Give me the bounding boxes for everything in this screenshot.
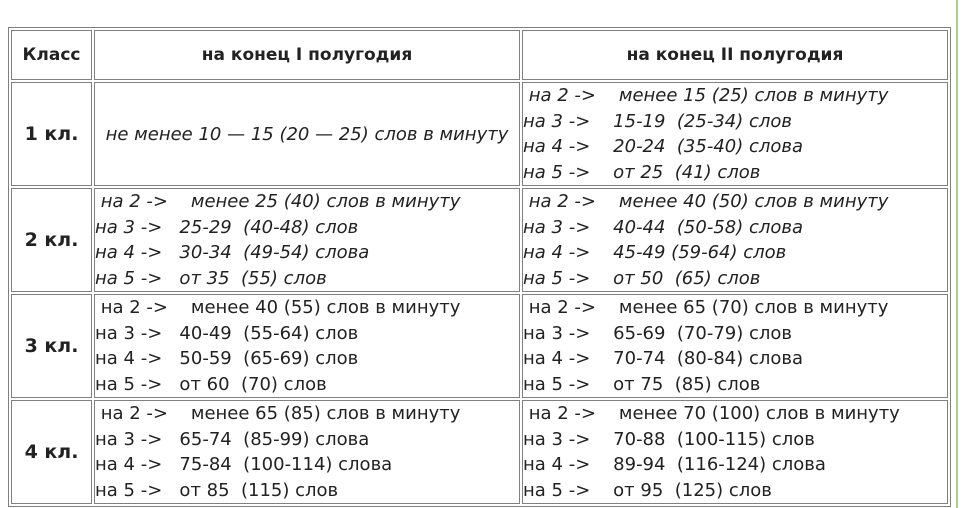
norm-line: на 2 -> менее 70 (100) слов в минуту (523, 403, 900, 424)
norm-line: на 2 -> менее 65 (70) слов в минуту (523, 297, 889, 318)
half2-cell (522, 188, 948, 292)
class-cell: 2 кл. (11, 188, 92, 292)
norm-line: на 5 -> от 75 (85) слов (523, 373, 761, 395)
norm-line: на 5 -> от 35 (55) слов (95, 267, 327, 289)
page-right-margin (958, 0, 968, 508)
norm-line: на 5 -> от 25 (41) слов (523, 161, 761, 183)
norm-line: на 4 -> 50-59 (65-69) слов (95, 348, 359, 369)
norm-line: на 2 -> менее 40 (50) слов в минуту (523, 191, 889, 212)
norm-line: на 5 -> от 85 (115) слов (95, 479, 339, 501)
norm-line: на 4 -> 89-94 (116-124) слова (523, 454, 826, 475)
norm-line: на 2 -> менее 40 (55) слов в минуту (95, 297, 461, 318)
norm-line: на 5 -> от 50 (65) слов (523, 267, 761, 289)
half2-cell (522, 400, 948, 504)
class-cell: 1 кл. (11, 82, 92, 186)
half1-cell (94, 400, 520, 504)
header-half1: на конец I полугодия (94, 30, 520, 80)
norm-line: на 3 -> 40-44 (50-58) слова (523, 216, 804, 238)
table-header-row (11, 30, 948, 80)
norm-line: на 3 -> 65-69 (70-79) слов (523, 322, 792, 344)
half1-cell (94, 294, 520, 398)
norm-line: на 3 -> 15-19 (25-34) слов (523, 110, 792, 132)
norm-text: не менее 10 — 15 (20 — 25) слов в минуту (105, 123, 509, 145)
norm-line: на 5 -> от 95 (125) слов (523, 479, 772, 501)
half1-cell (94, 82, 520, 186)
norm-line: на 2 -> менее 65 (85) слов в минуту (95, 403, 461, 424)
norm-line: на 4 -> 20-24 (35-40) слова (523, 136, 804, 157)
table-row (11, 294, 948, 398)
norm-line: на 5 -> от 60 (70) слов (95, 373, 327, 395)
norm-line: на 4 -> 70-74 (80-84) слова (523, 348, 804, 369)
norm-line: на 2 -> менее 25 (40) слов в минуту (95, 191, 461, 212)
norm-line: на 2 -> менее 15 (25) слов в минуту (523, 85, 889, 106)
norm-line: на 3 -> 40-49 (55-64) слов (95, 322, 359, 344)
norm-line: на 4 -> 45-49 (59-64) слов (523, 242, 787, 263)
header-class: Класс (11, 30, 92, 80)
table-row (11, 188, 948, 292)
half1-cell (94, 188, 520, 292)
norm-line: на 3 -> 65-74 (85-99) слова (95, 428, 370, 450)
class-cell: 4 кл. (11, 400, 92, 504)
norm-line: на 4 -> 30-34 (49-54) слова (95, 242, 370, 263)
table-row (11, 82, 948, 186)
header-half2: на конец II полугодия (522, 30, 948, 80)
norm-line: на 3 -> 25-29 (40-48) слов (95, 216, 359, 238)
table-row (11, 400, 948, 504)
norm-line: на 4 -> 75-84 (100-114) слова (95, 454, 393, 475)
half2-cell (522, 82, 948, 186)
class-cell: 3 кл. (11, 294, 92, 398)
half2-cell (522, 294, 948, 398)
norm-line: на 3 -> 70-88 (100-115) слов (523, 428, 815, 450)
reading-norms-table (8, 27, 951, 507)
